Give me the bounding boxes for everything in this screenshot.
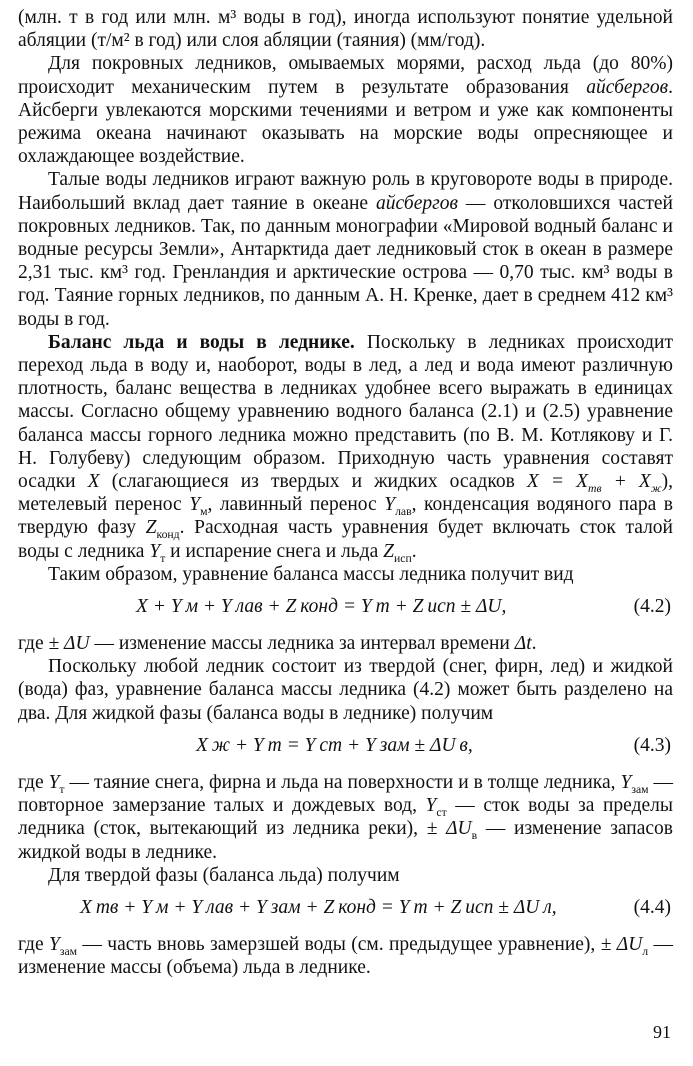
- text-run: где: [18, 933, 49, 955]
- var-y: Y: [149, 540, 161, 562]
- subscript: тв: [588, 481, 602, 495]
- text-run: . Расходная часть уравнения будет включать сток талой воды с ледника: [18, 517, 673, 562]
- var-y: Y: [425, 795, 437, 817]
- text-run: — повторное замерзание талых и дождевых вод,: [18, 771, 673, 817]
- formula-part: + X: [601, 471, 651, 493]
- equation-number: (4.2): [633, 596, 671, 618]
- subscript: лав: [395, 505, 412, 519]
- text-run: . Айсберги увлекаются морскими течениями и ветром и уже как компоненты режима океана начинают оказывать на морские воды опресняющее и охлаждающее воздействие.: [18, 76, 673, 168]
- equation-number: (4.4): [633, 896, 671, 918]
- text-run: — изменение запасов жидкой воды в леднике.: [18, 818, 673, 863]
- var-delta-u: ± ΔU: [48, 633, 90, 655]
- subscript: т: [160, 551, 166, 565]
- text-run: где: [18, 633, 49, 655]
- subscript: конд: [156, 528, 180, 542]
- var-delta-u: ± ΔU: [426, 818, 472, 840]
- subscript: исп: [394, 551, 412, 565]
- text-run: Талые воды ледников играют важную роль в круговороте воды в природе. Наибольший вклад дает таяние в океане: [18, 169, 673, 214]
- subscript: л: [642, 944, 649, 958]
- text-run: — изменение массы ледника за интервал времени: [89, 633, 515, 655]
- text-run: .: [411, 540, 417, 562]
- paragraph-icebergs: [18, 52, 673, 168]
- text-run: .: [531, 633, 537, 655]
- text-run: — изменение массы (объема) льда в леднике.: [18, 933, 674, 979]
- paragraph-meltwater: [18, 168, 673, 330]
- term-icebergs: айсбергов: [376, 192, 458, 214]
- equation-4-3: [18, 731, 673, 761]
- text-run: ), метелевый перенос: [18, 471, 674, 516]
- paragraph-equation-intro: Таким образом, уравнение баланса массы ледника получит вид: [48, 563, 574, 585]
- paragraph-solid-intro: Для твердой фазы (баланса льда) получим: [48, 864, 400, 886]
- var-y: Y: [384, 494, 396, 516]
- equation-4-4: [18, 893, 673, 923]
- var-y: Y: [48, 771, 60, 793]
- paragraph-solid-terms: [18, 933, 673, 979]
- subscript: т: [59, 782, 65, 796]
- var-y: Y: [620, 771, 632, 793]
- paragraph-balance: [18, 331, 673, 563]
- equation-body: X ж + Y т = Y ст + Y зам ± ΔU в,: [196, 734, 473, 756]
- text-run: Для покровных ледников, омываемых морями, расход льда (до 80%) происходит механическим путем в результате образования: [18, 53, 673, 98]
- text-run: — таяние снега, фирна и льда на поверхности и в толще ледника,: [64, 771, 621, 793]
- paragraph-phases: Поскольку любой ледник состоит из твердой (снег, фирн, лед) и жидкой (вода) фаз, уравнение баланса массы ледника (4.2) может быть разделено на два. Для жидкой фазы (баланса воды в леднике) получим: [18, 656, 673, 724]
- formula-part: X = X: [526, 471, 589, 493]
- equation-body: X + Y м + Y лав + Z конд = Y т + Z исп ± ΔU,: [136, 596, 507, 618]
- subscript: в: [471, 829, 478, 843]
- var-y: Y: [189, 494, 201, 516]
- text-run: где: [18, 771, 49, 793]
- equation-number: (4.3): [633, 734, 671, 756]
- text-run: — сток воды за пределы ледника (сток, вытекающий из ледника реки),: [18, 795, 673, 840]
- section-heading: Баланс льда и воды в леднике.: [48, 331, 355, 353]
- text-run: — часть вновь замерзшей воды (см. предыдущее уравнение),: [77, 933, 601, 955]
- text-run: , лавинный перенос: [207, 494, 385, 516]
- var-z: Z: [383, 540, 394, 562]
- paragraph-ablation-units: (млн. т в год или млн. м³ воды в год), иногда используют понятие удельной абляции (т/м² в год) или слоя абляции (таяния) (мм/год).: [18, 7, 673, 52]
- text-run: — отколовшихся частей покровных ледников. Так, по данным монографии «Мировой водный баланс и водные ресурсы Земли», Антарктида дает ледниковый сток в океан в размере 2,31 тыс. км³ год. Гренландия и арктические острова — 0,70 тыс. км³ воды в год. Таяние горных ледников, по данным А. Н. Кренке, дает в среднем 412 км³ воды в год.: [18, 192, 673, 330]
- var-delta-u: ± ΔU: [600, 933, 643, 955]
- text-run: Поскольку в ледниках происходит переход льда в воду и, наоборот, воды в лед, а лед и вода имеют различную плотность, баланс вещества в ледниках удобнее всего выражать в единицах массы. Согласно общему уравнению водного баланса (2.1) и (2.5) уравнение баланса массы горного ледника можно представить (по В. М. Котлякову и Г. Н. Голубеву) следующим образом. Приходную часть уравнения составят осадки: [18, 331, 674, 493]
- subscript: зам: [59, 944, 78, 958]
- paragraph-delta-u: [18, 632, 673, 655]
- equation-body: X тв + Y м + Y лав + Y зам + Z конд = Y т + Z исп ± ΔU л,: [80, 896, 557, 918]
- subscript: зам: [631, 782, 649, 796]
- var-delta-t: Δt: [514, 633, 532, 655]
- subscript: ст: [436, 805, 447, 819]
- term-icebergs: айсбергов: [586, 76, 669, 98]
- inline-formula: [526, 471, 662, 495]
- page-number: 91: [653, 1021, 671, 1042]
- paragraph-liquid-terms: [18, 771, 673, 864]
- var-z: Z: [145, 517, 157, 539]
- subscript: м: [200, 505, 208, 519]
- equation-4-2: [18, 592, 673, 622]
- text-run: , конденсация водяного пара в твердую фазу: [18, 494, 674, 539]
- var-y: Y: [48, 933, 60, 955]
- subscript: ж: [650, 481, 662, 495]
- text-run: и испарение снега и льда: [165, 540, 384, 562]
- var-x: X: [87, 471, 100, 493]
- text-run: (слагающиеся из твердых и жидких осадков: [99, 471, 527, 493]
